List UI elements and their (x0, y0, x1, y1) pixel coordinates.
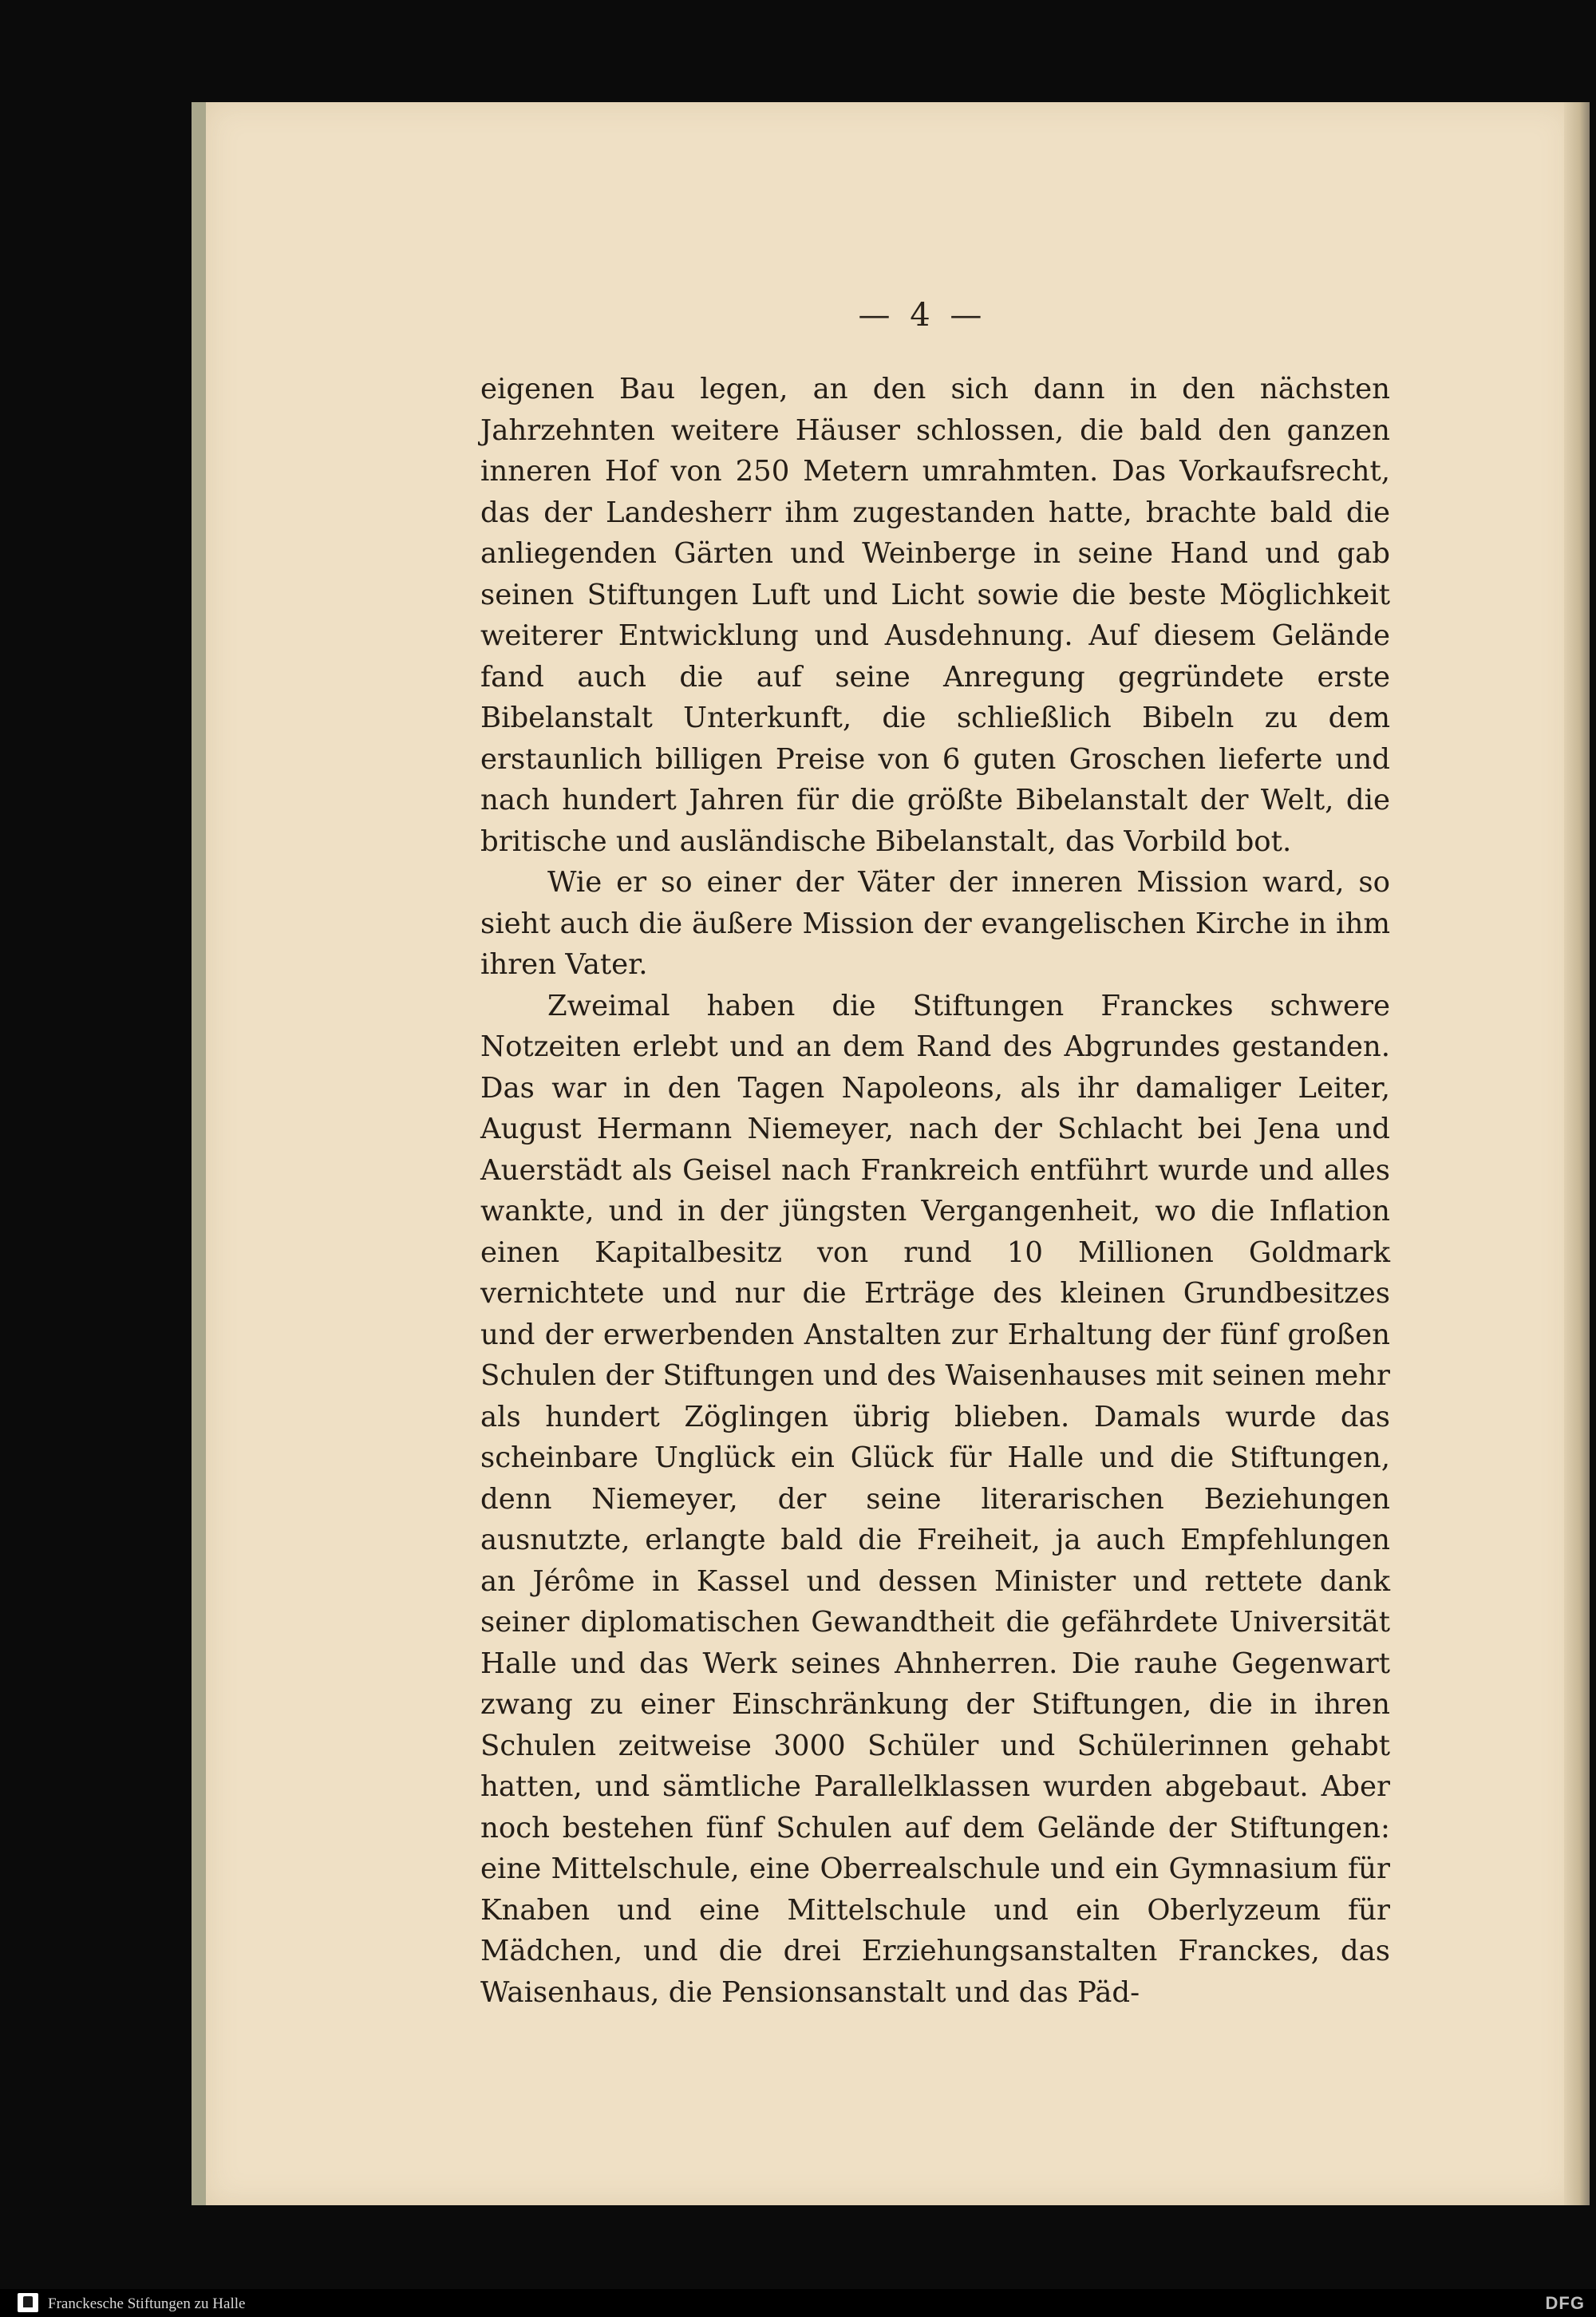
paragraph-3: Zweimal haben die Stiftungen Franckes schwere Notzeiten erlebt und an dem Rand des Abgrundes gestanden. Das war in den Tagen Napoleons, als ihr damaliger Leiter, August Hermann Niemeyer, nach der Schlacht bei Jena und Auerstädt als Geisel nach Frankreich entführt wurde und alles wankte, und in der jüngsten Vergangenheit, wo die Inflation einen Kapitalbesitz von rund 10 Millionen Goldmark vernichtete und nur die Erträge des kleinen Grundbesitzes und der erwerbenden Anstalten zur Erhaltung der fünf großen Schulen der Stiftungen und des Waisenhauses mit seinen mehr als hundert Zöglingen übrig blieben. Damals wurde das scheinbare Unglück ein Glück für Halle und die Stiftungen, denn Niemeyer, der seine literarischen Beziehungen ausnutzte, erlangte bald die Freiheit, ja auch Empfehlungen an Jérôme in Kassel und dessen Minister und rettete dank seiner diplomatischen Gewandtheit die gefährdete Universität Halle und das Werk seines Ahnherren. Die rauhe Gegenwart zwang zu einer Einschränkung der Stiftungen, die in ihren Schulen zeitweise 3000 Schüler und Schülerinnen gehabt hatten, und sämtliche Parallelklassen wurden abgebaut. Aber noch bestehen fünf Schulen auf dem Gelände der Stiftungen: eine Mittelschule, eine Oberrealschule und ein Gymnasium für Knaben und eine Mittelschule und ein Oberlyzeum für Mädchen, und die drei Erziehungsanstalten Franckes, das Waisenhaus, die Pensionsanstalt und das Päd- (480, 989, 1390, 2009)
page-spine-edge (192, 102, 207, 2205)
viewer-footer (0, 2289, 1596, 2317)
paragraph-2: Wie er so einer der Väter der inneren Mission ward, so sieht auch die äußere Mission der evangelischen Kirche in ihm ihren Vater. (480, 866, 1390, 981)
page-right-edge (1564, 102, 1590, 2205)
institution-name: Franckesche Stiftungen zu Halle (48, 2295, 246, 2312)
paragraph-1: eigenen Bau legen, an den sich dann in den nächsten Jahrzehnten weitere Häuser schlossen, die bald den ganzen inneren Hof von 250 Metern umrahmten. Das Vorkaufsrecht, das der Landesherr ihm zugestanden hatte, brachte bald die anliegenden Gärten und Weinberge in seine Hand und gab seinen Stiftungen Luft und Licht sowie die beste Möglichkeit weiterer Entwicklung und Ausdehnung. Auf diesem Gelände fand auch die auf seine Anregung gegründete erste Bibelanstalt Unterkunft, die schließlich Bibeln zu dem erstaunlich billigen Preise von 6 guten Groschen lieferte und nach hundert Jahren für die größte Bibelanstalt der Welt, die britische und ausländische Bibelanstalt, das Vorbild bot. (480, 373, 1390, 858)
institution-logo-icon (18, 2293, 38, 2312)
body-text (480, 369, 1390, 2013)
page-number: — 4 — (858, 297, 987, 334)
dfg-logo: DFG (1545, 2293, 1585, 2313)
